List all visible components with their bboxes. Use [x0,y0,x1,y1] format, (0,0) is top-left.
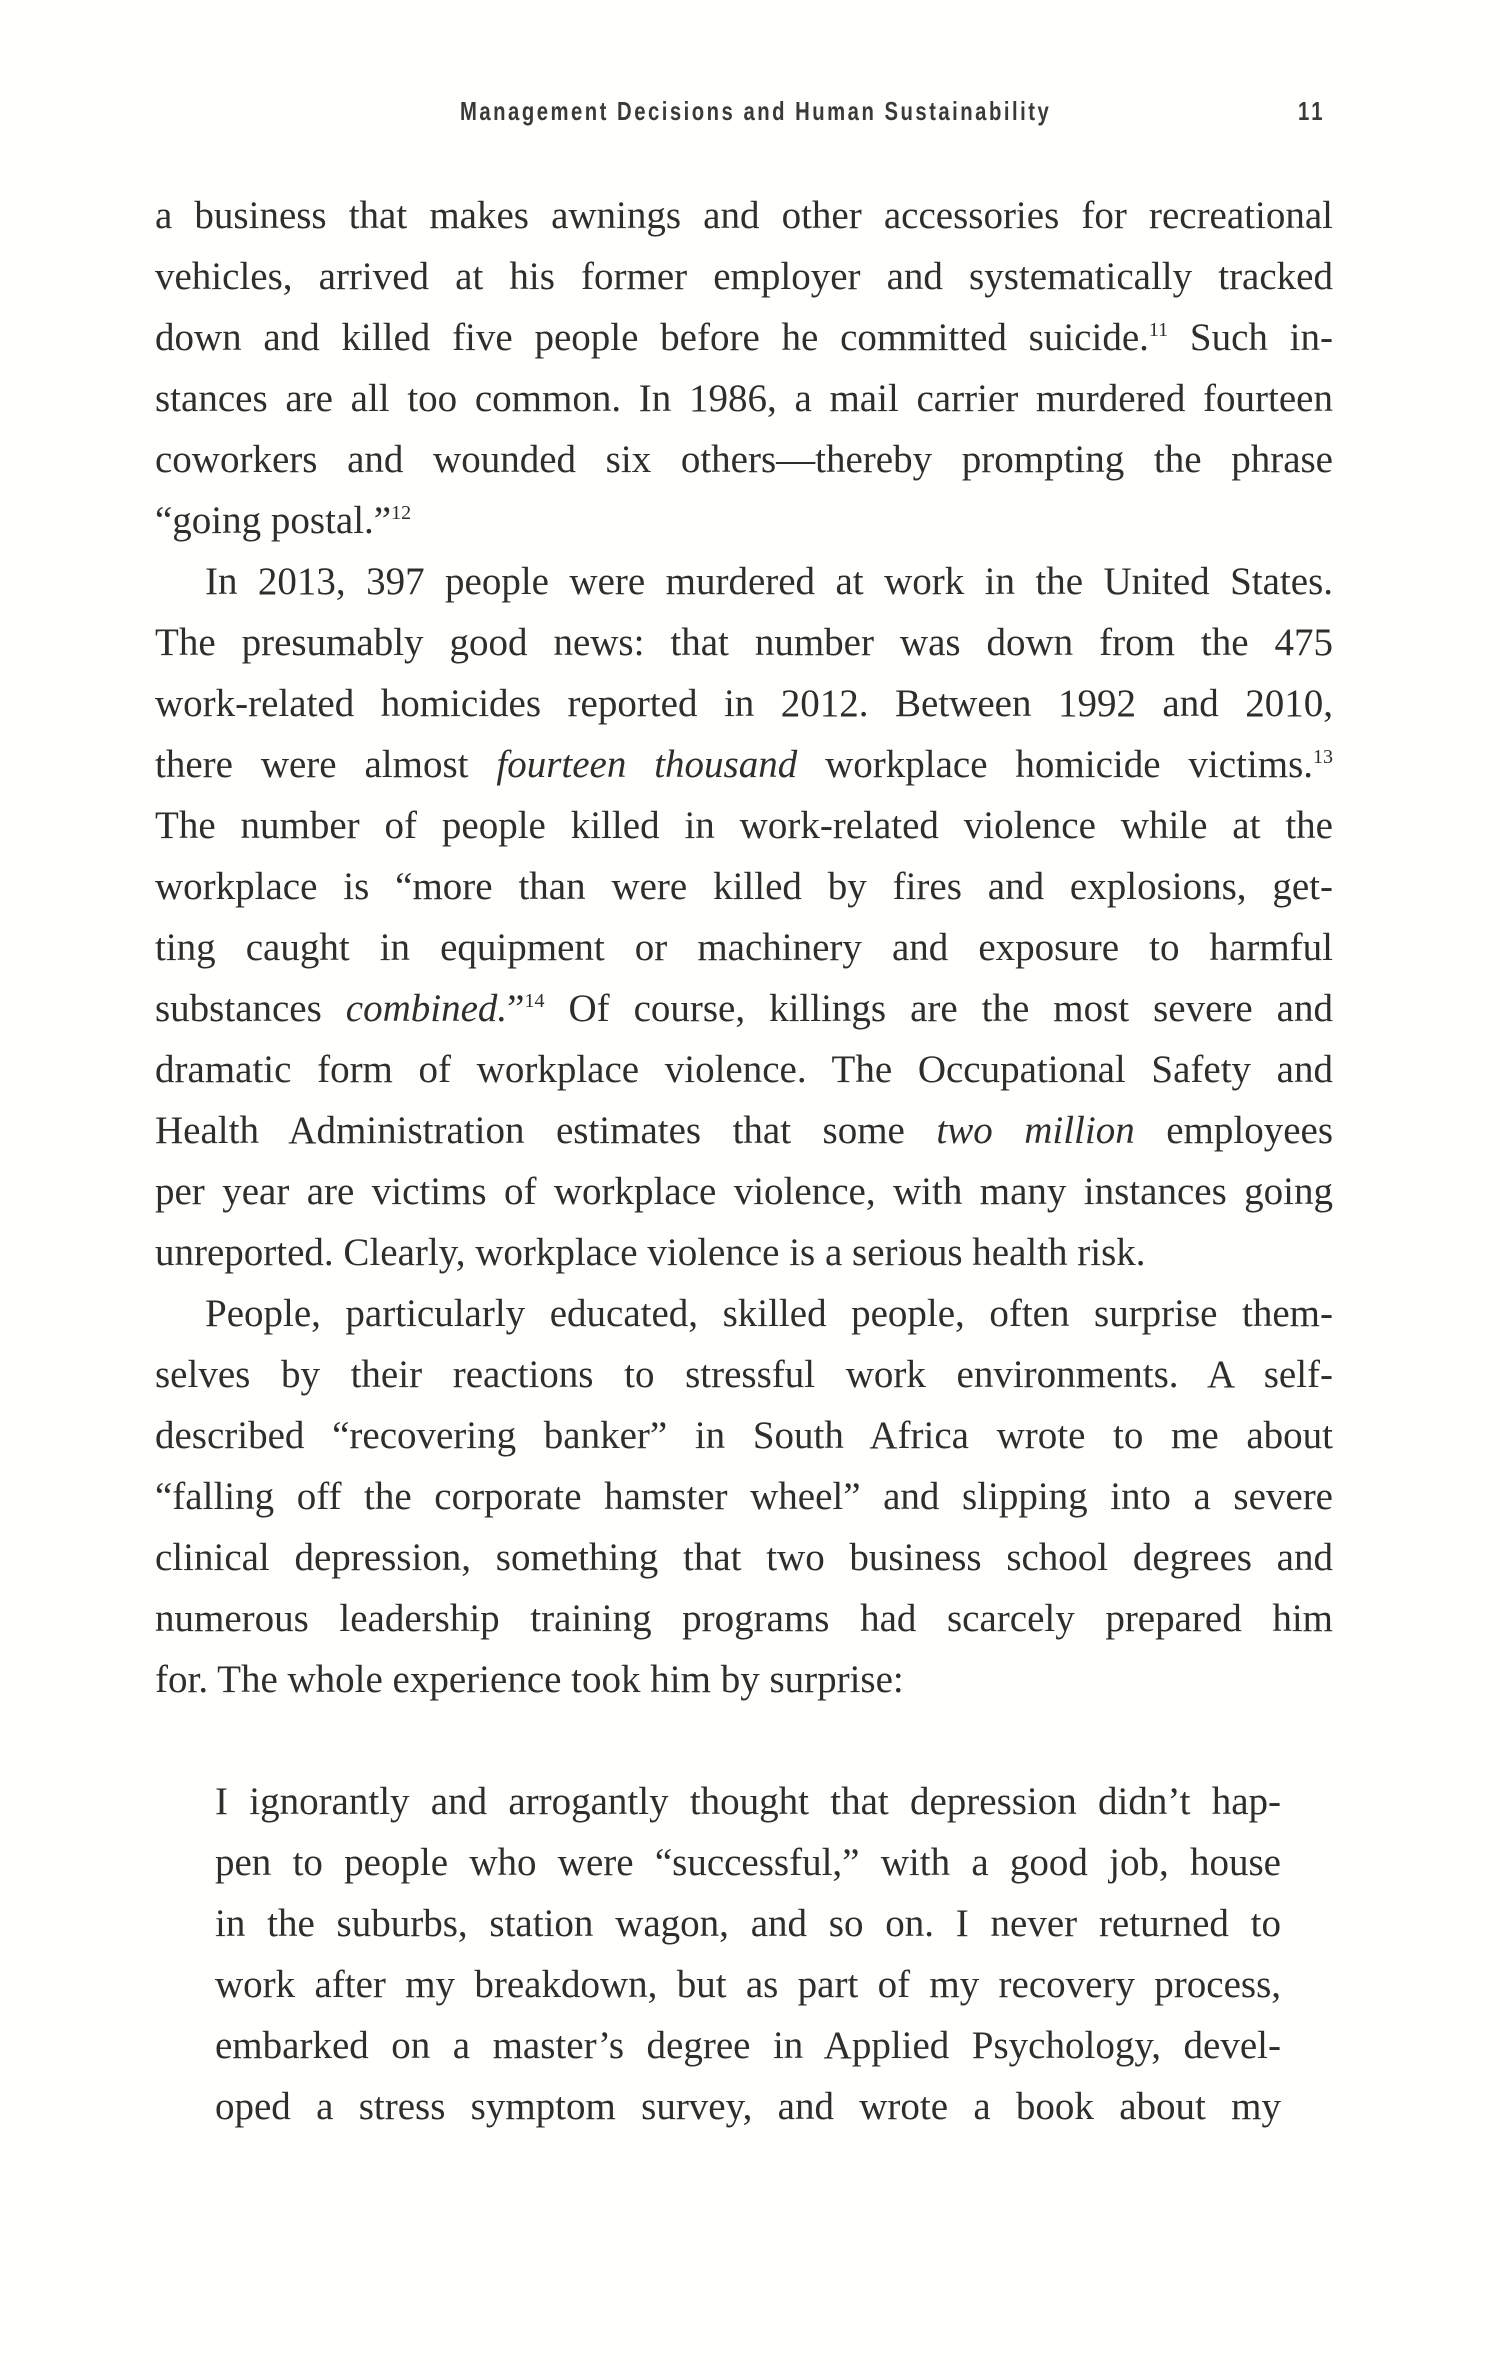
text-line: oped a stress symptom survey, and wrote a book about my [215,2085,1281,2128]
emphasis: combined. [345,987,508,1030]
footnote-ref[interactable]: 13 [1313,746,1334,768]
text-line: workplace is “more than were killed by fires and explosions, get- [155,865,1333,908]
paragraph-continued [155,185,1333,551]
text-line: coworkers and wounded six others—thereby prompting the phrase [155,438,1333,481]
text-line: substances combined.”$^{14}$ Of course, killings are the most severe and [155,987,1333,1030]
text-line: Health Administration estimates that some two million employees [155,1109,1334,1152]
running-header [460,96,1139,136]
text-line: down and killed five people before he committed suicide.$^{11}$ Such in- [155,316,1333,359]
footnote-ref[interactable]: 14 [524,990,545,1012]
text-line: in the suburbs, station wagon, and so on. I never returned to [215,1902,1281,1945]
text-line: a business that makes awnings and other accessories for recreational [155,194,1333,237]
text-line: I ignorantly and arrogantly thought that depression didn’t hap- [215,1780,1281,1823]
paragraph-homicide-statistics [155,551,1333,1283]
text-line: there were almost fourteen thousand workplace homicide victims.$^{13}$ [155,743,1334,786]
emphasis: two million [936,1109,1135,1152]
text-line: People, particularly educated, skilled people, often surprise them- [205,1292,1333,1335]
text-line: work after my breakdown, but as part of my recovery process, [215,1963,1281,2006]
text-line: selves by their reactions to stressful work environments. A self- [155,1353,1333,1396]
text-line: numerous leadership training programs had scarcely prepared him [155,1597,1333,1640]
block-quote [215,1771,1281,2137]
text-line: The presumably good news: that number was down from the 475 [155,621,1333,664]
text-line: ting caught in equipment or machinery and exposure to harmful [155,926,1333,969]
footnote-ref[interactable]: 12 [391,502,412,524]
emphasis: fourteen thousand [496,743,798,786]
text-line: stances are all too common. In 1986, a mail carrier murdered fourteen [155,377,1333,420]
text-line: described “recovering banker” in South Africa wrote to me about [155,1414,1333,1457]
text-line: per year are victims of workplace violence, with many instances going [155,1170,1333,1213]
text-line: In 2013, 397 people were murdered at work in the United States. [205,560,1333,603]
text-line: for. The whole experience took him by surprise: [155,1658,904,1701]
text-line: The number of people killed in work-related violence while at the [155,804,1333,847]
text-line: dramatic form of workplace violence. The Occupational Safety and [155,1048,1333,1091]
page-number: 11 [1298,96,1326,126]
text-line: pen to people who were “successful,” with a good job, house [215,1841,1281,1884]
text-line: unreported. Clearly, workplace violence is a serious health risk. [155,1231,1146,1274]
body-text [155,185,1333,1710]
running-title: Management Decisions and Human Sustainability [460,96,1052,126]
footnote-ref[interactable]: 11 [1148,319,1169,341]
paragraph-recovering-banker [155,1283,1333,1710]
text-line: “falling off the corporate hamster wheel” and slipping into a severe [155,1475,1333,1518]
text-line: clinical depression, something that two business school degrees and [155,1536,1333,1579]
text-line: vehicles, arrived at his former employer and systematically tracked [155,255,1333,298]
text-line: “going postal.”$^{12}$ [155,499,412,542]
text-line: work-related homicides reported in 2012. Between 1992 and 2010, [155,682,1333,725]
text-line: embarked on a master’s degree in Applied Psychology, devel- [215,2024,1281,2067]
